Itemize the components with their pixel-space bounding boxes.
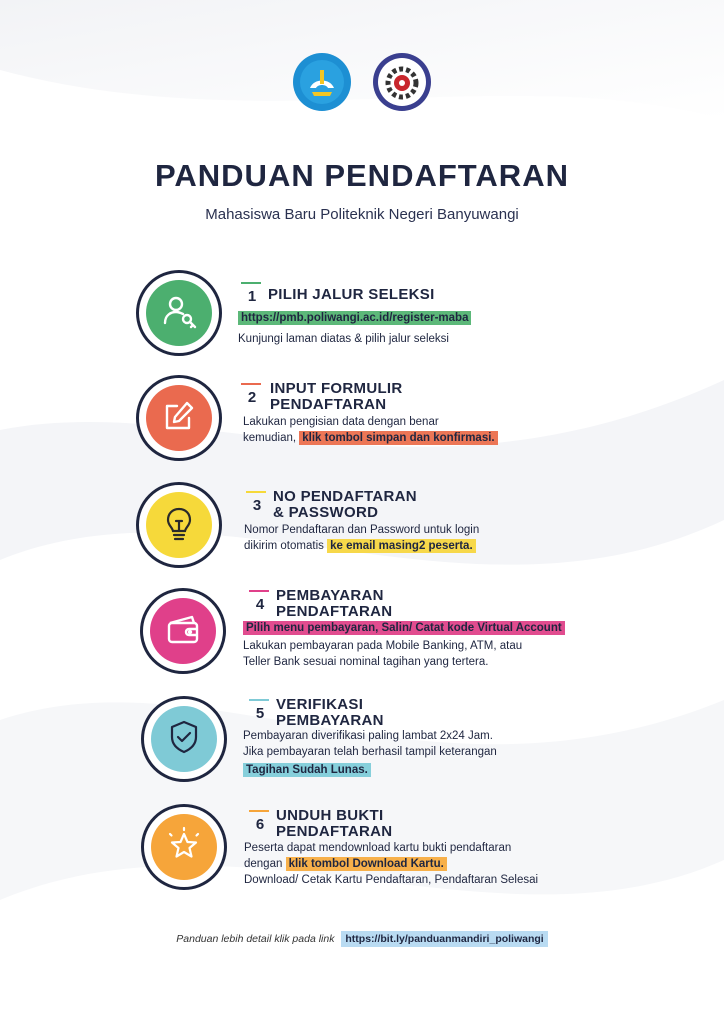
step-number: 2: [243, 389, 261, 406]
step-heading: [273, 489, 417, 521]
step-highlight: Tagihan Sudah Lunas.: [243, 763, 371, 777]
shield-check-icon: [164, 717, 204, 762]
step-heading-line: PILIH JALUR SELEKSI: [268, 286, 435, 303]
step-number: 5: [251, 705, 269, 722]
step-number: 1: [243, 288, 261, 305]
step-body: [243, 414, 498, 446]
step-body-prefix: dengan: [244, 858, 283, 870]
step-body-line: Pembayaran diverifikasi paling lambat 2x24 Jam.: [243, 730, 493, 742]
step-circle: [141, 804, 227, 890]
step-body-line: Download/ Cetak Kartu Pendaftaran, Pendaftaran Selesai: [244, 874, 539, 886]
step-highlight: klik tombol Download Kartu.: [286, 857, 447, 871]
step-heading-line: UNDUH BUKTI: [276, 807, 384, 824]
step-body-line: Teller Bank sesuai nominal tagihan yang tertera.: [243, 656, 489, 668]
step-heading-line: VERIFIKASI: [276, 696, 364, 713]
step-body-prefix: kemudian,: [243, 432, 297, 444]
step-circle: [140, 588, 226, 674]
step-heading-line: PENDAFTARAN: [270, 396, 387, 413]
lightbulb-icon: [159, 503, 199, 548]
step-body: [243, 728, 497, 778]
step-body-line: Lakukan pengisian data dengan benar: [243, 416, 439, 428]
step-body: [243, 620, 565, 670]
step-body-line: Nomor Pendaftaran dan Password untuk login: [244, 524, 480, 536]
step-heading: [276, 697, 384, 729]
step-circle: [136, 375, 222, 461]
step-circle: [136, 270, 222, 356]
star-icon: [164, 825, 204, 870]
step-heading-line: NO PENDAFTARAN: [273, 488, 417, 505]
step-number: 3: [248, 497, 266, 514]
step-heading-line: & PASSWORD: [273, 504, 379, 521]
poliwangi-logo: [372, 52, 432, 112]
user-key-icon: [159, 291, 199, 336]
step-body-prefix: dikirim otomatis: [244, 540, 324, 552]
step-highlight: klik tombol simpan dan konfirmasi.: [299, 431, 497, 445]
step-body: [244, 840, 538, 888]
step-body-line: Kunjungi laman diatas & pilih jalur seleksi: [238, 333, 449, 345]
wallet-icon: [163, 609, 203, 654]
footer-link[interactable]: https://bit.ly/panduanmandiri_poliwangi: [341, 931, 547, 947]
step-body: [244, 522, 479, 554]
step-heading: [276, 588, 392, 620]
step-number: 6: [251, 816, 269, 833]
step-number: 4: [251, 596, 269, 613]
footer-note: Panduan lebih detail klik pada link: [176, 933, 335, 945]
step-heading-line: PEMBAYARAN: [276, 712, 384, 729]
step-heading: [268, 287, 435, 303]
step-circle: [136, 482, 222, 568]
step-circle: [141, 696, 227, 782]
footer: [0, 933, 724, 945]
page-title: PANDUAN PENDAFTARAN: [155, 158, 569, 193]
header-logos: [0, 52, 724, 112]
step-highlight: ke email masing2 peserta.: [327, 539, 476, 553]
step-heading-line: PENDAFTARAN: [276, 603, 393, 620]
step-body: [238, 310, 471, 347]
page-subtitle: Mahasiswa Baru Politeknik Negeri Banyuwangi: [205, 206, 519, 223]
step-heading-line: INPUT FORMULIR: [270, 380, 403, 397]
edit-icon: [159, 396, 199, 441]
step-highlight[interactable]: https://pmb.poliwangi.ac.id/register-maba: [238, 311, 471, 325]
step-body-line: Lakukan pembayaran pada Mobile Banking, ATM, atau: [243, 640, 523, 652]
step-heading-line: PEMBAYARAN: [276, 587, 384, 604]
step-highlight: Pilih menu pembayaran, Salin/ Catat kode Virtual Account: [243, 621, 565, 635]
step-heading: [276, 808, 392, 840]
step-heading-line: PENDAFTARAN: [276, 823, 393, 840]
step-heading: [270, 381, 403, 413]
tut-wuri-handayani-logo: [292, 52, 352, 112]
step-body-line: Jika pembayaran telah berhasil tampil keterangan: [243, 746, 497, 758]
step-body-line: Peserta dapat mendownload kartu bukti pendaftaran: [244, 842, 512, 854]
